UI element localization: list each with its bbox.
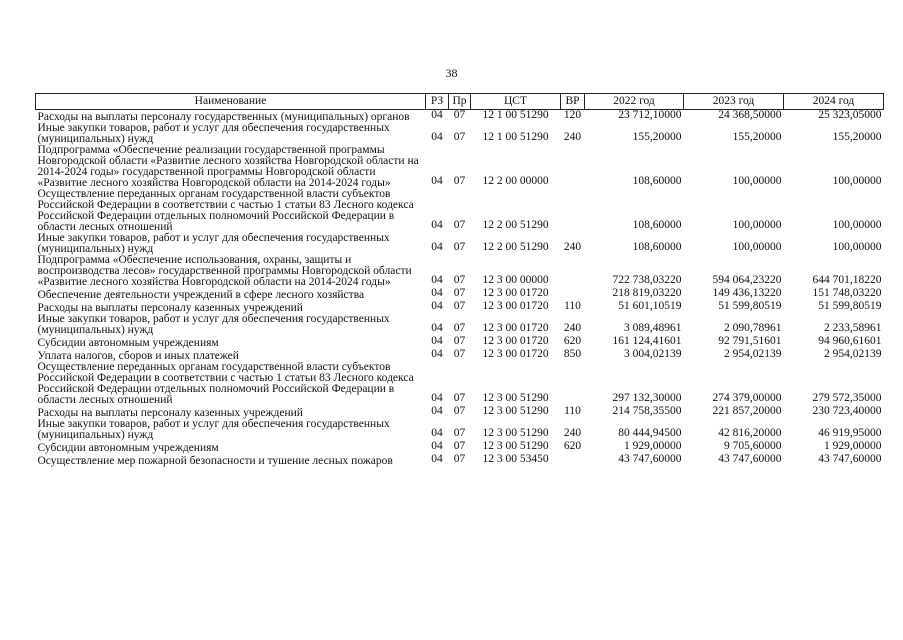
row-vr: 240 (563, 427, 582, 439)
row-pr: 07 (453, 131, 466, 143)
row-vr: 620 (563, 440, 582, 452)
row-2022: 214 758,35500 (612, 405, 682, 417)
header-rz: РЗ (426, 94, 449, 110)
row-rz: 04 (431, 427, 443, 439)
row-name: Осуществление переданных органам государственной власти субъектов Российской Федерации в соответствии с частью 1 статьи 83 Лесного кодекса Российской Федерации отдельных полномочий Российской Федерации в области лесных отношений (37, 188, 414, 233)
table-row (36, 454, 884, 467)
row-vr: 240 (563, 241, 582, 253)
row-2022: 1 929,00000 (624, 440, 682, 452)
row-pr: 07 (453, 175, 466, 187)
table-row (36, 233, 884, 255)
row-2023: 274 379,00000 (712, 392, 782, 404)
row-pr: 07 (453, 219, 466, 231)
row-2023: 149 436,13220 (712, 287, 782, 299)
row-cst: 12 3 00 01720 (482, 287, 549, 299)
row-cst: 12 3 00 00000 (482, 274, 549, 286)
page-number: 38 (445, 66, 458, 80)
row-name: Расходы на выплаты персоналу казенных учреждений (37, 302, 303, 314)
row-2024: 100,00000 (832, 241, 882, 253)
row-rz: 04 (431, 335, 443, 347)
row-2022: 108,60000 (632, 241, 682, 253)
row-cst: 12 2 00 51290 (482, 241, 549, 253)
row-name: Подпрограмма «Обеспечение реализации государственной программы Новгородской области «Развитие лесного хозяйства Новгородской области на 2014-2024 годы» государственной программы Новгородской области «Развитие лесного хозяйства Новгородской области на 2014-2024 годы» (37, 144, 419, 189)
row-rz: 04 (431, 131, 443, 143)
row-cst: 12 1 00 51290 (482, 109, 549, 121)
row-2024: 155,20000 (832, 131, 882, 143)
row-2022: 722 738,03220 (612, 274, 682, 286)
row-2023: 24 368,50000 (718, 109, 782, 121)
row-cst: 12 3 00 51290 (482, 405, 549, 417)
row-2023: 9 705,60000 (724, 440, 782, 452)
row-2022: 23 712,10000 (618, 109, 682, 121)
row-vr: 110 (564, 300, 581, 312)
table-row (36, 419, 884, 441)
table-header-row (36, 94, 884, 110)
row-pr: 07 (453, 348, 466, 360)
row-cst: 12 3 00 53450 (482, 453, 549, 465)
row-cst: 12 2 00 00000 (482, 175, 549, 187)
row-pr: 07 (453, 405, 466, 417)
row-2024: 151 748,03220 (812, 287, 882, 299)
row-rz: 04 (431, 348, 443, 360)
header-pr: Пр (449, 94, 471, 110)
row-2022: 297 132,30000 (612, 392, 682, 404)
table-row (36, 123, 884, 145)
row-2024: 279 572,35000 (812, 392, 882, 404)
row-pr: 07 (453, 440, 466, 452)
table-row (36, 145, 884, 189)
row-vr: 240 (563, 131, 582, 143)
row-2022: 3 089,48961 (624, 322, 682, 334)
row-2023: 92 791,51601 (718, 335, 782, 347)
header-vr: ВР (561, 94, 585, 110)
row-pr: 07 (453, 274, 466, 286)
header-name: Наименование (36, 94, 426, 110)
row-2022: 51 601,10519 (618, 300, 682, 312)
table-row (36, 362, 884, 406)
row-rz: 04 (431, 322, 443, 334)
row-rz: 04 (431, 392, 443, 404)
row-name: Подпрограмма «Обеспечение использования, охраны, защиты и воспроизводства лесов» государственной программы Новгородской области «Развитие лесного хозяйства Новгородской области на 2014-2024 годы» (37, 254, 412, 288)
row-vr (561, 189, 585, 233)
row-name: Обеспечение деятельности учреждений в сфере лесного хозяйства (37, 289, 365, 301)
row-rz: 04 (431, 241, 443, 253)
row-2023: 43 747,60000 (718, 453, 782, 465)
row-vr: 120 (563, 109, 582, 121)
row-cst: 12 3 00 01720 (482, 348, 549, 360)
row-vr: 850 (563, 348, 582, 360)
row-cst: 12 3 00 51290 (482, 392, 549, 404)
row-2024: 230 723,40000 (812, 405, 882, 417)
row-2024: 644 701,18220 (812, 274, 882, 286)
row-vr (561, 454, 585, 467)
row-2023: 42 816,20000 (718, 427, 782, 439)
row-2023: 221 857,20000 (712, 405, 782, 417)
header-cst: ЦСТ (471, 94, 561, 110)
row-name: Осуществление переданных органам государственной власти субъектов Российской Федерации в соответствии с частью 1 статьи 83 Лесного кодекса Российской Федерации отдельных полномочий Российской Федерации в области лесных отношений (37, 361, 414, 406)
row-pr: 07 (453, 427, 466, 439)
row-rz: 04 (431, 274, 443, 286)
row-cst: 12 3 00 01720 (482, 322, 549, 334)
row-rz: 04 (431, 219, 443, 231)
table-row (36, 189, 884, 233)
row-name: Расходы на выплаты персоналу государственных (муниципальных) органов (37, 111, 410, 123)
header-2023: 2023 год (684, 94, 784, 110)
row-rz: 04 (431, 453, 443, 465)
table-body (36, 110, 884, 468)
row-2022: 161 124,41601 (612, 335, 682, 347)
row-cst: 12 3 00 51290 (482, 440, 549, 452)
row-2024: 25 323,05000 (818, 109, 882, 121)
row-2024: 2 954,02139 (824, 348, 882, 360)
row-2022: 108,60000 (632, 175, 682, 187)
row-rz: 04 (431, 300, 443, 312)
row-2023: 594 064,23220 (712, 274, 782, 286)
row-cst: 12 3 00 01720 (482, 335, 549, 347)
row-rz: 04 (431, 440, 443, 452)
row-2023: 100,00000 (732, 241, 782, 253)
row-name: Иные закупки товаров, работ и услуг для обеспечения государственных (муниципальных) нужд (37, 232, 390, 255)
row-rz: 04 (431, 175, 443, 187)
row-rz: 04 (431, 109, 443, 121)
row-vr (561, 145, 585, 189)
row-2024: 43 747,60000 (818, 453, 882, 465)
row-vr (561, 255, 585, 288)
row-vr: 110 (564, 405, 581, 417)
row-pr: 07 (453, 241, 466, 253)
row-2022: 218 819,03220 (612, 287, 682, 299)
table-row (36, 255, 884, 288)
row-cst: 12 1 00 51290 (482, 131, 549, 143)
row-2022: 80 444,94500 (618, 427, 682, 439)
row-rz: 04 (431, 405, 443, 417)
row-pr: 07 (453, 392, 466, 404)
row-2023: 2 954,02139 (724, 348, 782, 360)
row-vr: 620 (563, 335, 582, 347)
row-2024: 94 960,61601 (818, 335, 882, 347)
row-pr: 07 (453, 335, 466, 347)
row-2023: 100,00000 (732, 175, 782, 187)
header-2024: 2024 год (784, 94, 884, 110)
row-pr: 07 (453, 453, 466, 465)
row-name: Расходы на выплаты персоналу казенных учреждений (37, 407, 303, 419)
row-vr: 240 (563, 322, 582, 334)
row-2023: 100,00000 (732, 219, 782, 231)
budget-table (35, 93, 884, 467)
row-pr: 07 (453, 109, 466, 121)
row-cst: 12 3 00 01720 (482, 300, 549, 312)
row-2024: 46 919,95000 (818, 427, 882, 439)
row-2024: 100,00000 (832, 175, 882, 187)
row-pr: 07 (453, 287, 466, 299)
row-2023: 2 090,78961 (724, 322, 782, 334)
row-2022: 108,60000 (632, 219, 682, 231)
row-rz: 04 (431, 287, 443, 299)
row-pr: 07 (453, 322, 466, 334)
row-name: Иные закупки товаров, работ и услуг для обеспечения государственных (муниципальных) нужд (37, 122, 390, 145)
row-2022: 3 004,02139 (624, 348, 682, 360)
row-2023: 51 599,80519 (718, 300, 782, 312)
row-2024: 2 233,58961 (824, 322, 882, 334)
row-vr (561, 362, 585, 406)
header-2022: 2022 год (585, 94, 684, 110)
row-name: Иные закупки товаров, работ и услуг для обеспечения государственных (муниципальных) нужд (37, 418, 390, 441)
row-2022: 43 747,60000 (618, 453, 682, 465)
row-name: Субсидии автономным учреждениям (37, 337, 219, 349)
row-pr: 07 (453, 300, 466, 312)
table-row (36, 110, 884, 124)
row-2024: 100,00000 (832, 219, 882, 231)
row-name: Осуществление мер пожарной безопасности и тушение лесных пожаров (37, 455, 393, 467)
row-2024: 51 599,80519 (818, 300, 882, 312)
row-name: Уплата налогов, сборов и иных платежей (37, 350, 239, 362)
row-2023: 155,20000 (732, 131, 782, 143)
row-cst: 12 2 00 51290 (482, 219, 549, 231)
row-cst: 12 3 00 51290 (482, 427, 549, 439)
row-2024: 1 929,00000 (824, 440, 882, 452)
row-name: Иные закупки товаров, работ и услуг для обеспечения государственных (муниципальных) нужд (37, 313, 390, 336)
row-2022: 155,20000 (632, 131, 682, 143)
row-name: Субсидии автономным учреждениям (37, 442, 219, 454)
table-row (36, 314, 884, 336)
